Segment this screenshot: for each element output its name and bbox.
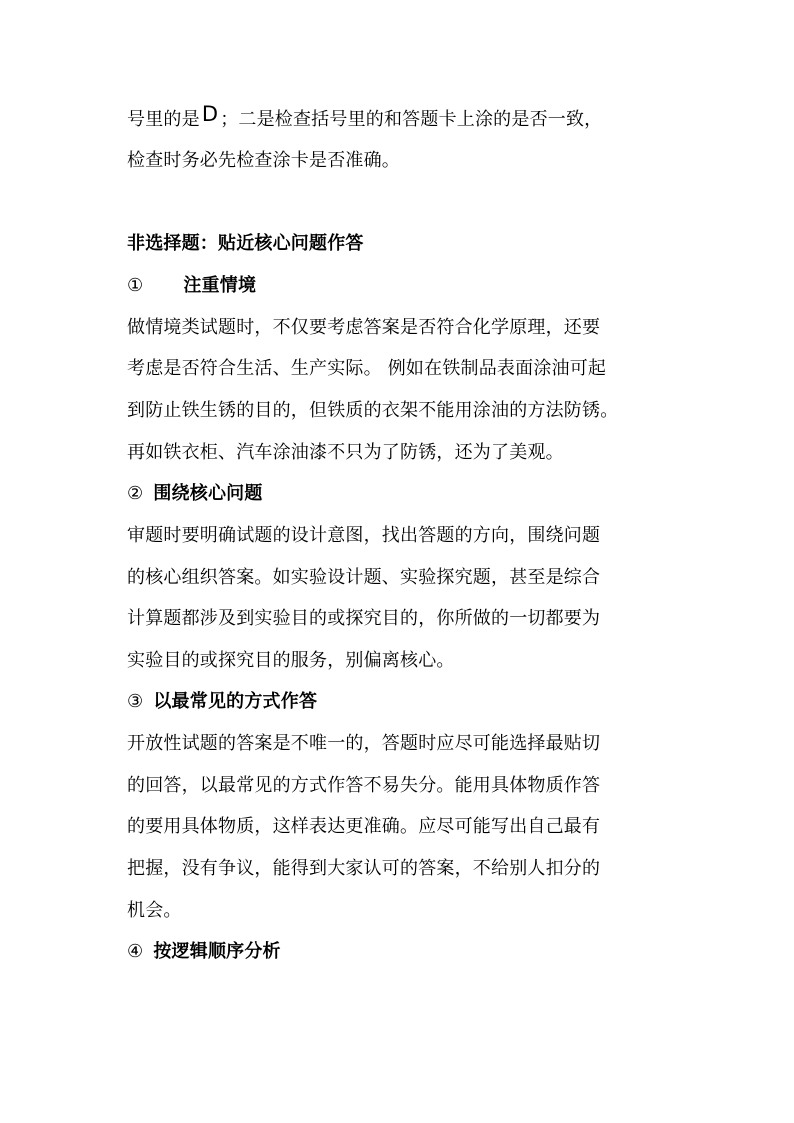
answer-letter: D — [201, 102, 219, 126]
item-2-heading — [127, 482, 263, 506]
item-3-heading — [127, 690, 317, 714]
intro-line-2: 检查时务必先检查涂卡是否准确。 — [127, 150, 400, 171]
item-2-title: 围绕核心问题 — [153, 483, 263, 504]
item-4-marker: ④ — [127, 941, 144, 962]
item-1-line-2: 考虑是否符合生活、生产实际。 例如在铁制品表面涂油可起 — [127, 358, 607, 379]
item-2-line-3: 计算题都涉及到实验目的或探究目的，你所做的一切都要为 — [127, 608, 601, 629]
item-2-line-4: 实验目的或探究目的服务，别偏离核心。 — [127, 650, 455, 671]
intro-line-1-pre: 号里的是 — [127, 109, 200, 130]
item-2-line-2: 的核心组织答案。如实验设计题、实验探究题，甚至是综合 — [127, 567, 601, 588]
item-1-title: 注重情境 — [183, 275, 257, 296]
item-3-line-4: 把握，没有争议，能得到大家认可的答案，不给别人扣分的 — [127, 858, 601, 879]
intro-line-1-post: ；二是检查括号里的和答题卡上涂的是否一致， — [220, 109, 603, 130]
item-2-line-1: 审题时要明确试题的设计意图，找出答题的方向，围绕问题 — [127, 525, 601, 546]
item-3-line-5: 机会。 — [127, 900, 182, 921]
intro-line-1 — [127, 102, 603, 132]
item-1-line-4: 再如铁衣柜、汽车涂油漆不只为了防锈，还为了美观。 — [127, 442, 564, 463]
item-4-title: 按逻辑顺序分析 — [153, 941, 281, 962]
item-1-line-3: 到防止铁生锈的目的，但铁质的衣架不能用涂油的方法防锈。 — [127, 400, 619, 421]
section-title: 非选择题：贴近核心问题作答 — [127, 233, 364, 254]
item-1-line-1: 做情境类试题时，不仅要考虑答案是否符合化学原理，还要 — [127, 317, 601, 338]
item-2-marker: ② — [127, 483, 144, 504]
item-1-heading — [127, 274, 256, 298]
item-4-heading — [127, 940, 281, 964]
item-3-title: 以最常见的方式作答 — [153, 691, 318, 712]
item-3-line-3: 的要用具体物质，这样表达更准确。应尽可能写出自己最有 — [127, 816, 601, 837]
item-1-marker: ① — [127, 275, 144, 296]
item-3-line-1: 开放性试题的答案是不唯一的，答题时应尽可能选择最贴切 — [127, 733, 601, 754]
item-3-line-2: 的回答，以最常见的方式作答不易失分。能用具体物质作答 — [127, 775, 601, 796]
item-3-marker: ③ — [127, 691, 144, 712]
